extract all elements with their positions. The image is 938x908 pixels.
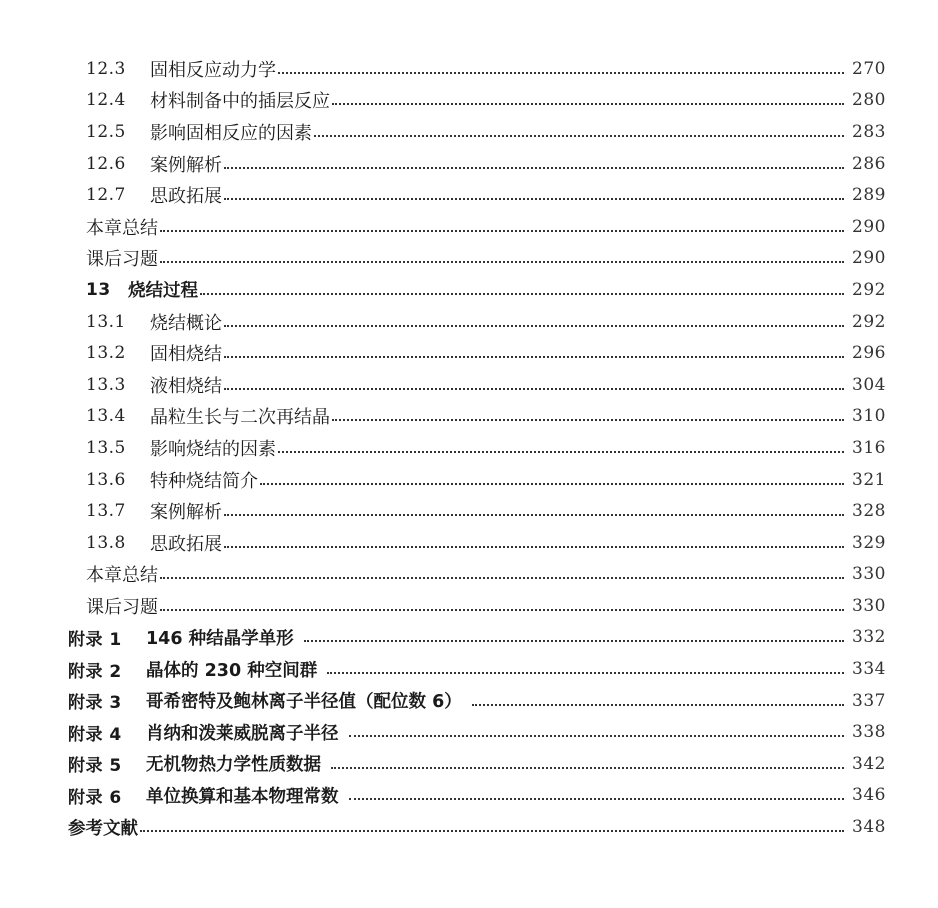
toc-row[interactable] xyxy=(0,401,938,433)
toc-row[interactable] xyxy=(0,211,938,243)
toc-entry-page-number: 292 xyxy=(852,279,886,300)
toc-entry-page-number: 330 xyxy=(852,595,886,616)
dot-leader xyxy=(224,514,844,516)
toc-entry-title: 晶粒生长与二次再结晶 xyxy=(150,407,330,429)
toc-row[interactable] xyxy=(0,148,938,180)
toc-entry-page-number: 334 xyxy=(852,659,886,680)
toc-entry-page-number: 290 xyxy=(852,248,886,269)
toc-entry[interactable] xyxy=(68,625,886,650)
toc-entry[interactable] xyxy=(86,277,886,302)
toc-entry-page-number: 270 xyxy=(852,58,886,79)
toc-entry-number: 附录 1 xyxy=(68,629,122,650)
toc-entry-page-number: 330 xyxy=(852,564,886,585)
toc-entry[interactable] xyxy=(86,593,886,619)
toc-entry[interactable] xyxy=(68,815,886,840)
toc-entry-title: 哥希密特及鲍林离子半径值（配位数 6） xyxy=(146,692,462,713)
toc-entry[interactable] xyxy=(86,561,886,587)
toc-entry-title: 固相反应动力学 xyxy=(150,59,276,81)
toc-row[interactable] xyxy=(0,243,938,275)
toc-row[interactable] xyxy=(0,590,938,622)
toc-entry[interactable] xyxy=(86,498,886,524)
toc-entry-title: 案例解析 xyxy=(150,502,222,524)
dot-leader xyxy=(314,135,844,137)
toc-entry-number: 13 xyxy=(86,279,111,300)
toc-row[interactable] xyxy=(0,811,938,843)
toc-entry-title: 肖纳和泼莱威脱离子半径 xyxy=(146,723,339,744)
toc-row[interactable] xyxy=(0,179,938,211)
toc-row[interactable] xyxy=(0,780,938,812)
toc-entry-page-number: 329 xyxy=(852,532,886,553)
dot-leader xyxy=(160,577,844,579)
toc-entry-number: 13.8 xyxy=(86,532,126,553)
toc-entry-page-number: 280 xyxy=(852,90,886,111)
toc-row[interactable] xyxy=(0,85,938,117)
toc-entry-title: 课后习题 xyxy=(86,596,158,618)
toc-entry[interactable] xyxy=(86,87,886,113)
toc-entry-title: 无机物热力学性质数据 xyxy=(146,755,321,776)
toc-entry-page-number: 292 xyxy=(852,311,886,332)
toc-row[interactable] xyxy=(0,274,938,306)
toc-entry-title: 固相烧结 xyxy=(150,344,222,366)
toc-row[interactable] xyxy=(0,337,938,369)
toc-entry[interactable] xyxy=(68,688,886,713)
toc-entry-title: 本章总结 xyxy=(86,217,158,239)
dot-leader xyxy=(224,167,844,169)
toc-entry-page-number: 332 xyxy=(852,627,886,648)
toc-entry-number: 13.5 xyxy=(86,437,126,458)
toc-row[interactable] xyxy=(0,464,938,496)
toc-entry[interactable] xyxy=(86,372,886,398)
toc-entry-title: 晶体的 230 种空间群 xyxy=(146,660,318,681)
toc-entry-number: 12.6 xyxy=(86,153,126,174)
dot-leader xyxy=(332,419,844,421)
toc-entry-title: 本章总结 xyxy=(86,565,158,587)
toc-row[interactable] xyxy=(0,432,938,464)
toc-entry-page-number: 316 xyxy=(852,437,886,458)
toc-entry-number: 附录 2 xyxy=(68,661,122,682)
toc-entry-page-number: 346 xyxy=(852,785,886,806)
toc-entry[interactable] xyxy=(86,214,886,240)
toc-entry-title: 影响烧结的因素 xyxy=(150,438,276,460)
toc-entry-number: 13.1 xyxy=(86,311,126,332)
toc-entry-page-number: 338 xyxy=(852,722,886,743)
toc-entry-page-number: 304 xyxy=(852,374,886,395)
toc-entry-page-number: 328 xyxy=(852,501,886,522)
toc-entry-number: 12.5 xyxy=(86,121,126,142)
toc-entry-title: 146 种结晶学单形 xyxy=(146,628,294,649)
dot-leader xyxy=(278,72,844,74)
dot-leader xyxy=(331,767,844,769)
dot-leader xyxy=(224,546,844,548)
toc-entry[interactable] xyxy=(86,56,886,82)
toc-entry[interactable] xyxy=(68,751,886,776)
dot-leader xyxy=(260,483,844,485)
toc-entry-page-number: 337 xyxy=(852,690,886,711)
toc-entry-title: 烧结概论 xyxy=(150,312,222,334)
toc-entry-page-number: 296 xyxy=(852,343,886,364)
toc-entry-number: 13.2 xyxy=(86,343,126,364)
toc-entry-page-number: 290 xyxy=(852,216,886,237)
dot-leader xyxy=(160,230,844,232)
toc-entry-page-number: 289 xyxy=(852,185,886,206)
toc-entry-number: 附录 6 xyxy=(68,787,122,808)
toc-entry[interactable] xyxy=(68,783,886,808)
dot-leader xyxy=(224,198,844,200)
toc-entry-title: 思政拓展 xyxy=(150,186,222,208)
dot-leader xyxy=(304,640,844,642)
toc-entry-number: 13.7 xyxy=(86,501,126,522)
dot-leader xyxy=(224,388,844,390)
toc-entry[interactable] xyxy=(86,119,886,145)
toc-entry-title: 思政拓展 xyxy=(150,533,222,555)
dot-leader xyxy=(278,451,844,453)
toc-entry-number: 附录 4 xyxy=(68,724,122,745)
dot-leader xyxy=(224,356,844,358)
toc-entry-number: 13.6 xyxy=(86,469,126,490)
toc-entry[interactable] xyxy=(86,530,886,556)
toc-entry[interactable] xyxy=(86,340,886,366)
toc-entry-title: 液相烧结 xyxy=(150,375,222,397)
toc-row[interactable] xyxy=(0,116,938,148)
table-of-contents xyxy=(0,53,938,843)
toc-entry-number: 13.3 xyxy=(86,374,126,395)
toc-row[interactable] xyxy=(0,527,938,559)
toc-entry-title: 特种烧结简介 xyxy=(150,470,258,492)
toc-row[interactable] xyxy=(0,53,938,85)
toc-entry-number: 12.7 xyxy=(86,185,126,206)
toc-entry[interactable] xyxy=(86,467,886,493)
toc-entry-page-number: 286 xyxy=(852,153,886,174)
dot-leader xyxy=(160,261,844,263)
toc-row[interactable] xyxy=(0,622,938,654)
toc-entry-page-number: 342 xyxy=(852,753,886,774)
toc-row[interactable] xyxy=(0,748,938,780)
toc-entry-page-number: 310 xyxy=(852,406,886,427)
toc-entry-number: 附录 5 xyxy=(68,756,122,777)
toc-entry-title: 影响固相反应的因素 xyxy=(150,122,312,144)
dot-leader xyxy=(327,672,844,674)
toc-entry[interactable] xyxy=(68,720,886,745)
toc-entry-title: 参考文献 xyxy=(68,818,138,839)
toc-entry[interactable] xyxy=(86,182,886,208)
toc-entry[interactable] xyxy=(86,245,886,271)
toc-entry-title: 烧结过程 xyxy=(128,281,198,302)
toc-entry-page-number: 348 xyxy=(852,817,886,838)
dot-leader xyxy=(349,798,845,800)
toc-row[interactable] xyxy=(0,369,938,401)
toc-row[interactable] xyxy=(0,306,938,338)
dot-leader xyxy=(160,609,844,611)
toc-row[interactable] xyxy=(0,559,938,591)
dot-leader xyxy=(200,293,844,295)
dot-leader xyxy=(224,325,844,327)
dot-leader xyxy=(349,735,845,737)
toc-entry-page-number: 283 xyxy=(852,121,886,142)
dot-leader xyxy=(472,704,844,706)
toc-entry-number: 12.3 xyxy=(86,58,126,79)
toc-entry-page-number: 321 xyxy=(852,469,886,490)
toc-entry[interactable] xyxy=(86,435,886,461)
toc-row[interactable] xyxy=(0,716,938,748)
toc-row[interactable] xyxy=(0,495,938,527)
toc-row[interactable] xyxy=(0,653,938,685)
toc-entry[interactable] xyxy=(86,403,886,429)
toc-entry-number: 12.4 xyxy=(86,90,126,111)
toc-row[interactable] xyxy=(0,685,938,717)
toc-entry-number: 13.4 xyxy=(86,406,126,427)
dot-leader xyxy=(140,830,844,832)
toc-entry-title: 课后习题 xyxy=(86,249,158,271)
toc-entry-number: 附录 3 xyxy=(68,693,122,714)
toc-entry-title: 材料制备中的插层反应 xyxy=(150,91,330,113)
toc-entry[interactable] xyxy=(68,657,886,682)
toc-entry-title: 案例解析 xyxy=(150,154,222,176)
dot-leader xyxy=(332,103,844,105)
toc-entry[interactable] xyxy=(86,309,886,335)
toc-entry-title: 单位换算和基本物理常数 xyxy=(146,786,339,807)
toc-entry[interactable] xyxy=(86,151,886,177)
